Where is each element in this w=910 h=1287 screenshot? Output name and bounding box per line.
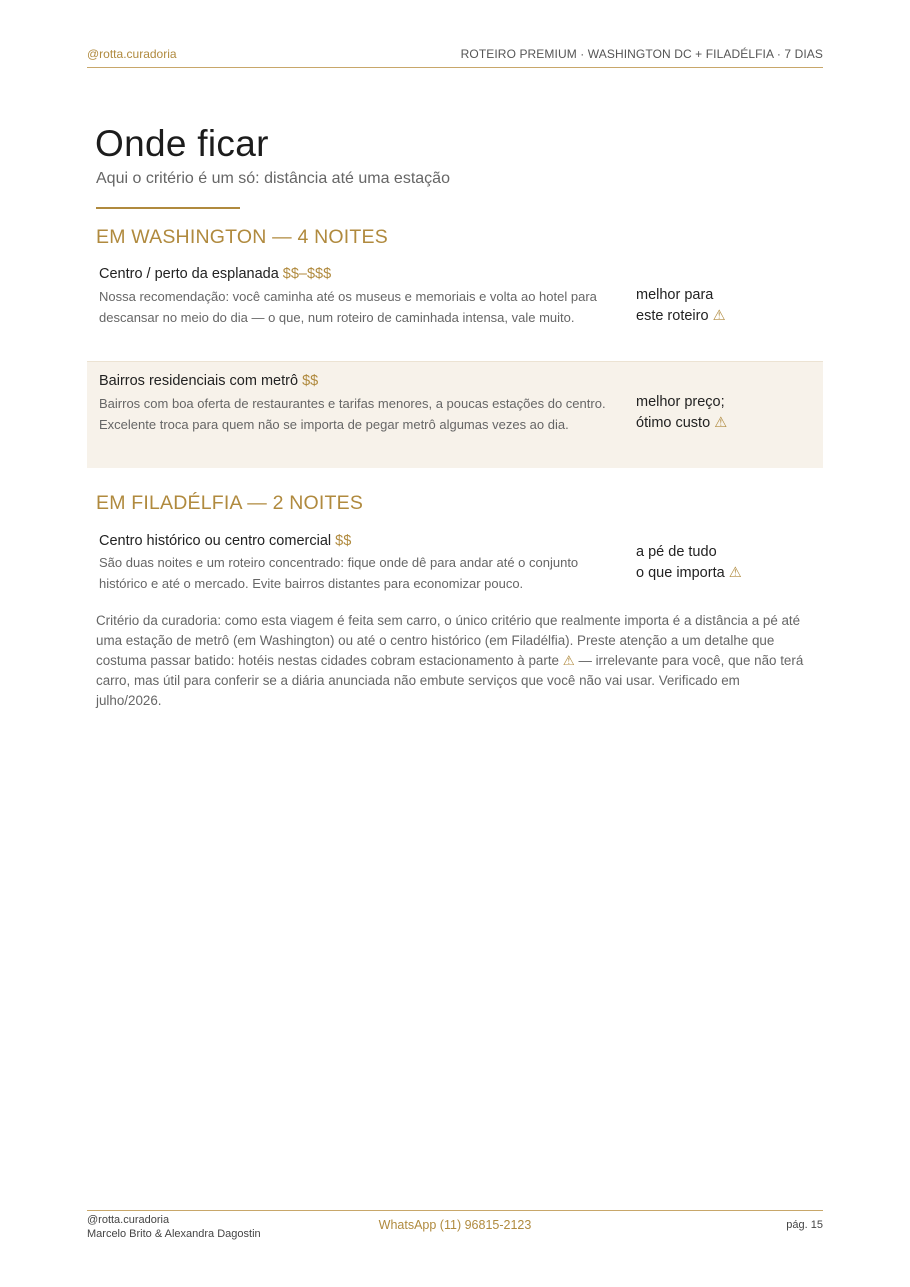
lodging-description: Bairros com boa oferta de restaurantes e tarifas menores, a poucas estações do centro. Excelente troca para quem não se importa de pegar metrô algumas vezes ao dia.	[99, 396, 606, 432]
lodging-verdict: melhor para este roteiro ⚠	[636, 287, 726, 324]
lodging-row	[87, 258, 823, 361]
header-brand: @rotta.curadoria	[87, 47, 177, 61]
page-title: Onde ficar	[95, 123, 269, 164]
page-subtitle: Aqui o critério é um só: distância até uma estação	[96, 170, 450, 187]
warning-icon: ⚠	[728, 565, 742, 581]
lodging-verdict: melhor preço; ótimo custo ⚠	[636, 394, 728, 431]
warning-icon: ⚠	[562, 653, 575, 668]
lodging-name: Bairros residenciais com metrô $$	[99, 373, 319, 389]
title-rule	[96, 207, 240, 209]
lodging-row	[87, 524, 823, 600]
section-heading-washington: EM WASHINGTON — 4 NOITES	[96, 226, 388, 248]
lodging-row	[87, 362, 823, 468]
price-range: $$–$$$	[282, 266, 332, 282]
lodging-verdict: a pé de tudo o que importa ⚠	[636, 544, 742, 581]
footer-brand: @rotta.curadoria	[87, 1214, 170, 1226]
lodging-name: Centro histórico ou centro comercial $$	[99, 533, 352, 549]
section-heading-philadelphia: EM FILADÉLFIA — 2 NOITES	[96, 492, 364, 514]
price-range: $$	[335, 533, 352, 549]
whatsapp-contact: WhatsApp (11) 96815-2123	[378, 1218, 532, 1232]
header-doc-title: ROTEIRO PREMIUM · WASHINGTON DC + FILADÉLFIA · 7 DIAS	[460, 47, 823, 61]
warning-icon: ⚠	[714, 415, 728, 431]
warning-icon: ⚠	[712, 308, 726, 324]
price-range: $$	[302, 373, 319, 389]
page-footer	[87, 1210, 823, 1251]
page-number: pág. 15	[786, 1219, 823, 1231]
curation-note: Critério da curadoria: como esta viagem é feita sem carro, o único critério que realmente importa é a distância a pé até uma estação de metrô (em Washington) ou até o centro histórico (em Filadélfia). Preste atenção a um detalhe que costuma passar batido: hotéis nestas cidades cobram estacionamento à parte ⚠ — irrelevante para você, que não terá carro, mas útil para conferir se a diária anunciada não embute serviços que você não vai usar. Verificado em julho/2026.	[96, 613, 804, 708]
lodging-description: São duas noites e um roteiro concentrado: fique onde dê para andar até o conjunto histórico e até o mercado. Evite bairros distantes para economizar pouco.	[99, 555, 579, 591]
lodging-description: Nossa recomendação: você caminha até os museus e memoriais e volta ao hotel para descansar no meio do dia — o que, num roteiro de caminhada intensa, vale muito.	[99, 289, 597, 325]
lodging-name: Centro / perto da esplanada $$–$$$	[99, 266, 332, 282]
footer-authors: Marcelo Brito & Alexandra Dagostin	[87, 1228, 261, 1240]
page-header	[87, 46, 823, 68]
